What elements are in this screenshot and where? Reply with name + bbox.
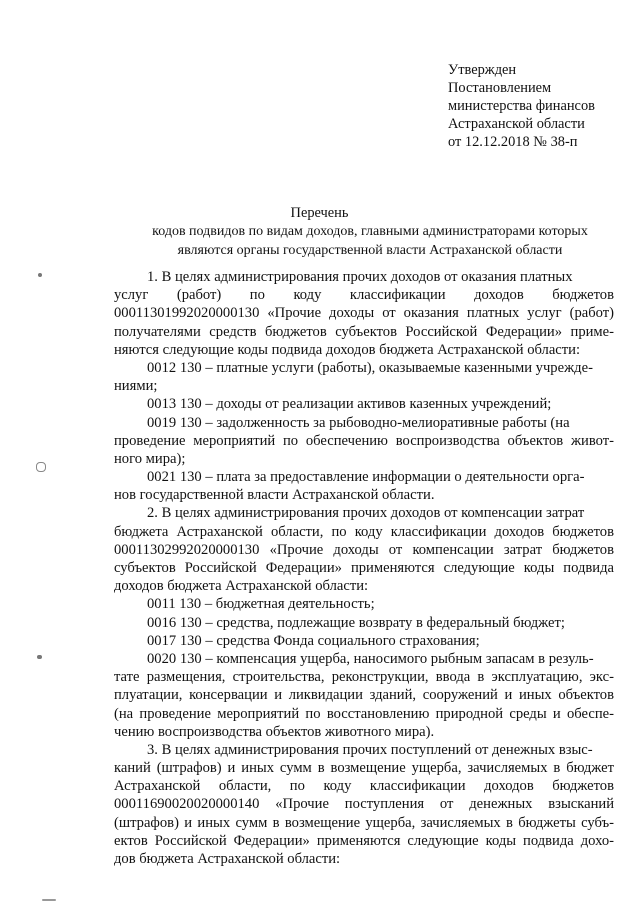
scan-mark (37, 655, 42, 659)
body-line: нов государственной власти Астраханской области. (114, 487, 435, 504)
body-line: 0019 130 – задолженность за рыбоводно-мелиоративные работы (на (147, 414, 570, 431)
body-line: получателями средств бюджетов субъектов Российской Федерации» приме- (114, 323, 614, 340)
body-line: каний (штрафов) и иных сумм в возмещение ущерба, зачисляемых в бюджет (114, 760, 614, 777)
approval-line: от 12.12.2018 № 38-п (448, 134, 578, 150)
body-line: 0012 130 – платные услуги (работы), оказываемые казенными учрежде- (147, 359, 593, 376)
body-line: 2. В целях администрирования прочих доходов от компенсации затрат (147, 505, 585, 522)
scan-mark (42, 899, 56, 901)
body-line: дов бюджета Астраханской области: (114, 851, 341, 867)
body-line: 00011690020020000140 «Прочие поступления от денежных взысканий (114, 796, 614, 813)
body-line: (штрафов) и иных сумм в возмещение ущерба, зачисляемых в бюджеты субъ- (114, 814, 614, 831)
approval-stamp (448, 61, 595, 151)
body-line: 1. В целях администрирования прочих доходов от оказания платных (147, 269, 573, 285)
document-body (114, 268, 614, 868)
body-line: 00011302992020000130 «Прочие доходы от компенсации затрат бюджетов (114, 541, 614, 558)
body-line: 0016 130 – средства, подлежащие возврату в федеральный бюджет; (147, 614, 565, 631)
body-line: няются следующие коды подвида доходов бюджета Астраханской области: (114, 341, 581, 358)
body-line: чению воспроизводства объектов животного мира). (114, 723, 435, 740)
body-line: проведение мероприятий по обеспечению воспроизводства объектов живот- (114, 432, 614, 449)
body-line: Астраханской области, по коду классификации доходов бюджетов (114, 778, 614, 795)
body-line: ного мира); (114, 450, 186, 467)
body-line: 0021 130 – плата за предоставление информации о деятельности орга- (147, 469, 585, 486)
document-subtitle (130, 222, 610, 260)
document-title: Перечень (290, 205, 349, 221)
body-line: 0011 130 – бюджетная деятельность; (147, 596, 375, 613)
body-line: 00011301992020000130 «Прочие доходы от оказания платных услуг (работ) (114, 305, 614, 322)
scan-mark (36, 462, 46, 472)
body-line: 3. В целях администрирования прочих поступлений от денежных взыс- (147, 741, 593, 758)
body-line: плуатации, консервации и ликвидации зданий, сооружений и иных объектов (114, 687, 614, 704)
body-line: ектов Российской Федерации» применяются следующие коды подвида дохо- (114, 832, 614, 849)
body-line: услуг (работ) по коду классификации доходов бюджетов (114, 287, 614, 304)
body-line: ниями; (114, 378, 158, 395)
scan-mark (38, 273, 42, 277)
body-line: бюджета Астраханской области, по коду классификации доходов бюджетов (114, 523, 614, 540)
body-line: (на проведение мероприятий по восстановлению природной среды и обеспе- (114, 705, 614, 722)
approval-line: Утвержден (448, 62, 517, 78)
body-line: 0017 130 – средства Фонда социального страхования; (147, 632, 480, 649)
body-line: доходов бюджета Астраханской области: (114, 578, 369, 595)
approval-line: Постановлением (448, 80, 552, 96)
body-line: 0020 130 – компенсация ущерба, наносимого рыбным запасам в резуль- (147, 650, 594, 667)
approval-line: Астраханской области (448, 116, 585, 132)
approval-line: министерства финансов (448, 98, 595, 114)
body-line: субъектов Российской Федерации» применяются следующие коды подвида (114, 560, 614, 576)
body-line: 0013 130 – доходы от реализации активов казенных учреждений; (147, 396, 552, 413)
subtitle-line: являются органы государственной власти Астраханской области (177, 243, 563, 258)
subtitle-line: кодов подвидов по видам доходов, главными администраторами которых (152, 224, 588, 239)
body-line: тате размещения, строительства, реконструкции, ввода в эксплуатацию, экс- (114, 669, 614, 686)
